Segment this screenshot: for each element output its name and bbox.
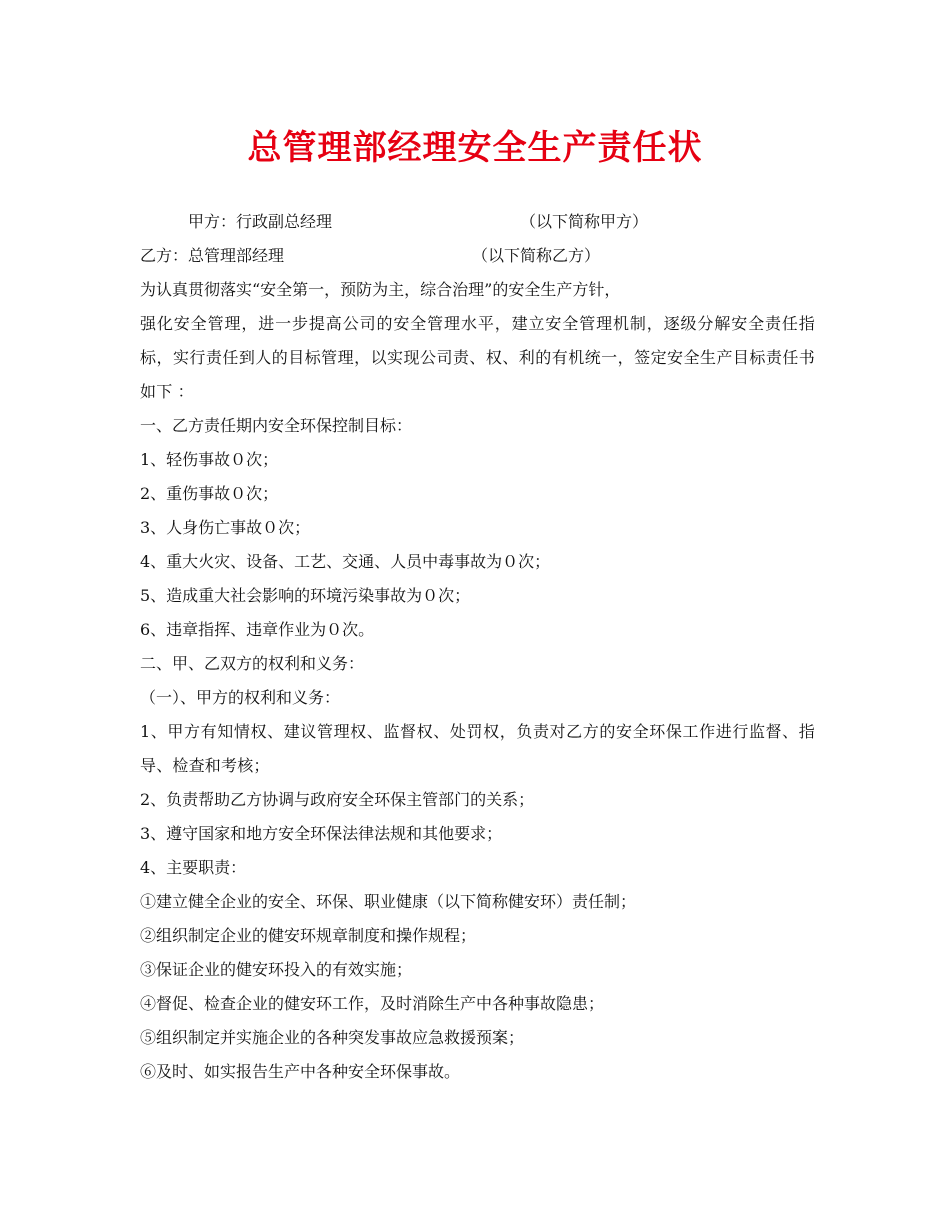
obligation-item: 4、主要职责： xyxy=(140,858,247,877)
duty-item: ①建立健全企业的安全、环保、职业健康（以下简称健安环）责任制； xyxy=(140,892,637,911)
duty-item: ⑥及时、如实报告生产中各种安全环保事故。 xyxy=(140,1062,461,1081)
target-item: 4、重大火灾、设备、工艺、交通、人员中毒事故为０次； xyxy=(140,552,551,571)
obligation-item: 3、遵守国家和地方安全环保法律法规和其他要求； xyxy=(140,824,503,843)
duty-item: ⑤组织制定并实施企业的各种突发事故应急救援预案； xyxy=(140,1028,525,1047)
section1-heading: 一、乙方责任期内安全环保控制目标： xyxy=(140,416,413,435)
duty-item: ②组织制定企业的健安环规章制度和操作规程； xyxy=(140,926,477,945)
intro-line: 为认真贯彻落实“安全第一，预防为主，综合治理”的安全生产方针， xyxy=(140,280,621,299)
obligation-item: 2、负责帮助乙方协调与政府安全环保主管部门的关系； xyxy=(140,790,535,809)
party-b-alias: （以下简称乙方） xyxy=(472,246,601,265)
obligation-item: 1、甲方有知情权、建议管理权、监督权、处罚权，负责对乙方的安全环保工作进行监督、指导、检查和考核； xyxy=(140,722,815,775)
target-item: 1、轻伤事故０次； xyxy=(140,450,279,469)
party-b-label: 乙方：总管理部经理 xyxy=(140,246,285,265)
duty-item: ④督促、检查企业的健安环工作，及时消除生产中各种事故隐患； xyxy=(140,994,605,1013)
section2-heading: 二、甲、乙双方的权利和义务： xyxy=(140,654,365,673)
target-item: 5、造成重大社会影响的环境污染事故为０次； xyxy=(140,586,471,605)
target-item: 3、人身伤亡事故０次； xyxy=(140,518,311,537)
intro-paragraph: 强化安全管理，进一步提高公司的安全管理水平，建立安全管理机制，逐级分解安全责任指标，实行责任到人的目标管理，以实现公司责、权、利的有机统一，签定安全生产目标责任书如下 ： xyxy=(140,314,815,401)
party-a-label: 甲方：行政副总经理 xyxy=(188,212,333,231)
document-title: 总管理部经理安全生产责任状 xyxy=(247,128,703,168)
party-a-row xyxy=(140,205,815,239)
party-a-alias: （以下简称甲方） xyxy=(520,212,649,231)
target-item: 2、重伤事故０次； xyxy=(140,484,279,503)
duty-item: ③保证企业的健安环投入的有效实施； xyxy=(140,960,413,979)
party-b-row xyxy=(140,239,815,273)
target-item: 6、违章指挥、违章作业为０次。 xyxy=(140,620,375,639)
document-body xyxy=(140,205,815,1089)
section2-subheading: （一）、甲方的权利和义务： xyxy=(140,688,341,707)
